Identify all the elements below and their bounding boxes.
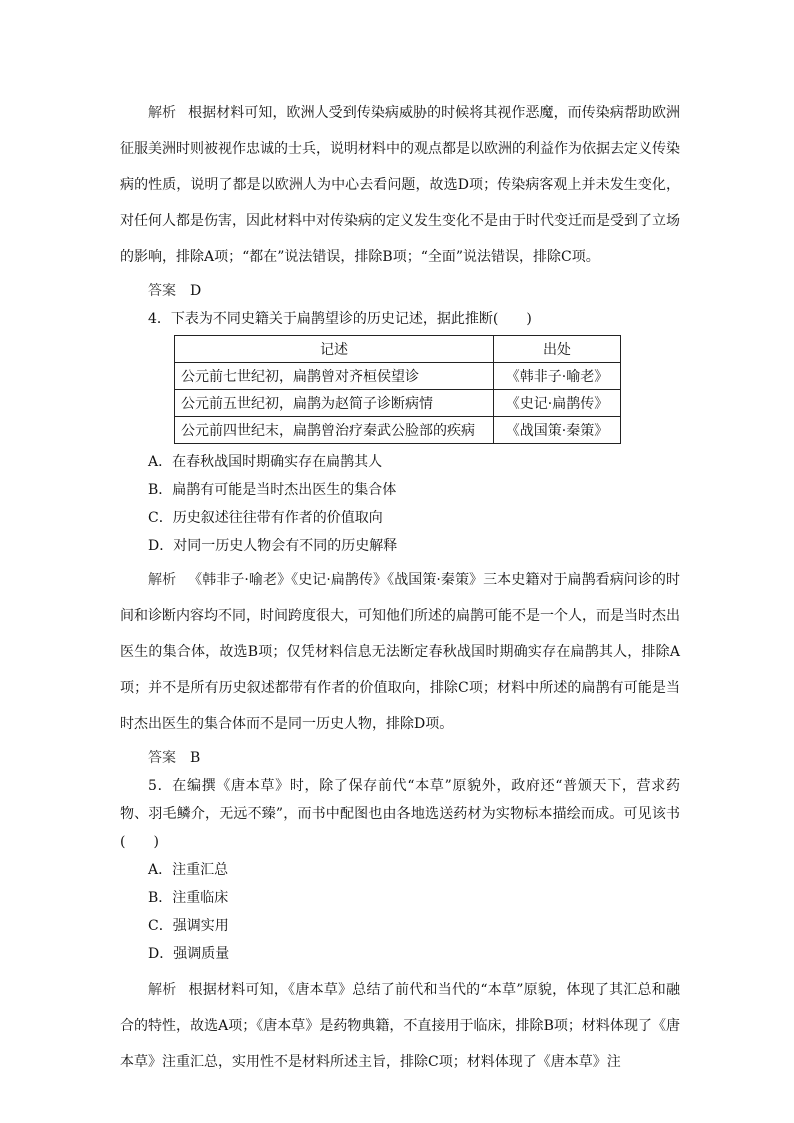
question-4-option-a: A．在春秋战国时期确实存在扁鹊其人 bbox=[148, 454, 383, 470]
explanation-text: 《韩非子·喻老》《史记·扁鹊传》《战国策·秦策》三本史籍对于扁鹊看病问诊的时间和诊断内容均不同，时间跨度很大，可知他们所述的扁鹊可能不是一个人，而是当时杰出医生的集合体，故选B项；仅凭材料信息无法断定春秋战国时期确实存在扁鹊其人，排除A项；并不是所有历史叙述都带有作者的价值取向，排除C项；材料中所述的扁鹊有可能是当时杰出医生的集合体而不是同一历史人物，排除D项。 bbox=[120, 572, 680, 732]
answer-label: 答案 bbox=[148, 750, 176, 766]
question-4-table bbox=[174, 335, 621, 444]
table-cell-description: 公元前七世纪初，扁鹊曾对齐桓侯望诊 bbox=[175, 363, 494, 390]
answer-value: D bbox=[190, 283, 202, 299]
table-header-row bbox=[175, 336, 621, 363]
explanation-text: 根据材料可知，欧洲人受到传染病威胁的时候将其视作恶魔，而传染病帮助欧洲征服美洲时则被视作忠诚的士兵，说明材料中的观点都是以欧洲的利益作为依据去定义传染病的性质，说明了都是以欧洲人为中心去看问题，故选D项；传染病客观上并未发生变化，对任何人都是伤害，因此材料中对传染病的定义发生变化不是由于时代变迁而是受到了立场的影响，排除A项；“都在”说法错误，排除B项；“全面”说法错误，排除C项。 bbox=[120, 105, 681, 265]
table-cell-description: 公元前四世纪末，扁鹊曾治疗秦武公脸部的疾病 bbox=[175, 417, 494, 444]
explanation-label: 解析 bbox=[148, 982, 177, 998]
table-header-source: 出处 bbox=[494, 336, 621, 363]
question-4-option-c: C．历史叙述往往带有作者的价值取向 bbox=[148, 510, 383, 526]
question-4-stem: 4．下表为不同史籍关于扁鹊望诊的历史记述，据此推断( ) bbox=[148, 311, 532, 327]
table-header-description: 记述 bbox=[175, 336, 494, 363]
table-cell-description: 公元前五世纪初，扁鹊为赵简子诊断病情 bbox=[175, 390, 494, 417]
table-cell-source: 《战国策·秦策》 bbox=[494, 417, 621, 444]
explanation-text: 根据材料可知，《唐本草》总结了前代和当代的“本草”原貌，体现了其汇总和融合的特性，故选A项；《唐本草》是药物典籍，不直接用于临床，排除B项；材料体现了《唐本草》注重汇总，实用性不是材料所述主旨，排除C项；材料体现了《唐本草》注 bbox=[120, 982, 681, 1070]
answer-q4 bbox=[148, 744, 680, 772]
table-row bbox=[175, 417, 621, 444]
question-4-option-b: B．扁鹊有可能是当时杰出医生的集合体 bbox=[148, 482, 397, 498]
question-5-option-c: C．强调实用 bbox=[148, 918, 229, 934]
question-5-option-a: A．注重汇总 bbox=[148, 862, 229, 878]
explanation-q5 bbox=[120, 972, 680, 1080]
question-5-stem: 5．在编撰《唐本草》时，除了保存前代“本草”原貌外，政府还“普颁天下，营求药物、羽毛鳞介，无远不臻”，而书中配图也由各地选送药材为实物标本描绘而成。可见该书( ) bbox=[120, 778, 680, 850]
question-4-option-d: D．对同一历史人物会有不同的历史解释 bbox=[148, 538, 398, 554]
document-page bbox=[120, 95, 680, 1080]
question-5-option-b: B．注重临床 bbox=[148, 890, 229, 906]
table-row bbox=[175, 390, 621, 417]
answer-label: 答案 bbox=[148, 283, 176, 299]
question-5-option-d: D．强调质量 bbox=[148, 946, 230, 962]
table-cell-source: 《史记·扁鹊传》 bbox=[494, 390, 621, 417]
table-row bbox=[175, 363, 621, 390]
table-cell-source: 《韩非子·喻老》 bbox=[494, 363, 621, 390]
explanation-label: 解析 bbox=[148, 105, 177, 121]
explanation-q3 bbox=[120, 95, 680, 275]
explanation-q4 bbox=[120, 562, 680, 742]
explanation-label: 解析 bbox=[148, 572, 177, 588]
answer-q3 bbox=[148, 277, 680, 305]
answer-value: B bbox=[190, 750, 201, 766]
